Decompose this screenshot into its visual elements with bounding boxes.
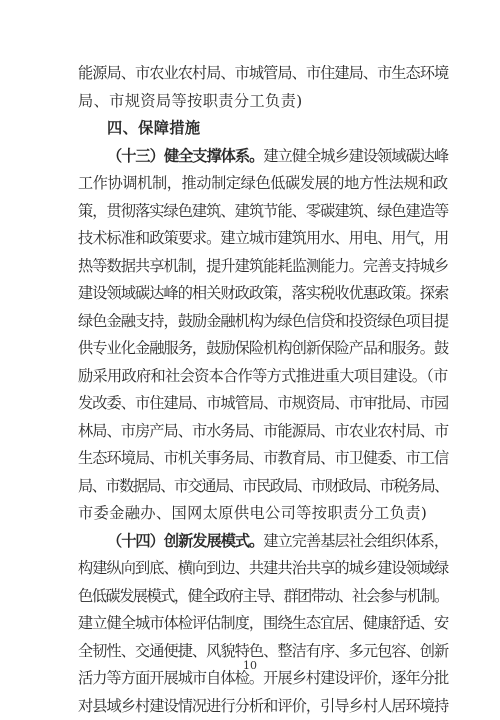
text-line: 建设领域碳达峰的相关财政政策，落实税收优惠政策。探索 [78,280,442,308]
text-line: 技术标准和政策要求。建立城市建筑用水、用电、用气，用 [78,225,442,253]
text-line: 生态环境局、市机关事务局、市教育局、市卫健委、市工信 [78,445,442,473]
text-line: 活力等方面开展城市自体检。开展乡村建设评价，逐年分批 [78,665,442,693]
text-line: 热等数据共享机制，提升建筑能耗监测能力。完善支持城乡 [78,253,442,281]
text-line: 构建纵向到底、横向到边、共建共治共享的城乡建设领域绿 [78,555,442,583]
text-line: 工作协调机制，推动制定绿色低碳发展的地方性法规和政 [78,170,442,198]
page-number: 10 [0,659,500,672]
section-heading: 四、保障措施 [78,115,442,143]
paragraph-14-label: （十四）创新发展模式。 [107,532,263,550]
text-line: 林局、市房产局、市水务局、市能源局、市农业农村局、市 [78,418,442,446]
paragraph-13-label: （十三）健全支撑体系。 [107,147,263,165]
text-line: 励采用政府和社会资本合作等方式推进重大项目建设。（市 [78,363,442,391]
text-line: 供专业化金融服务，鼓励保险机构创新保险产品和服务。鼓 [78,335,442,363]
text-line: 建立健全城市体检评估制度，围绕生态宜居、健康舒适、安 [78,610,442,638]
paragraph-13-first-rest: 建立健全城乡建设领域碳达峰 [263,147,448,165]
paragraph-14-first-rest: 建立完善基层社会组织体系， [263,532,448,550]
text-line: 能源局、市农业农村局、市城管局、市住建局、市生态环境 [78,60,442,88]
text-line: 发改委、市住建局、市城管局、市规资局、市审批局、市园 [78,390,442,418]
text-line: 局、市规资局等按职责分工负责) [78,88,442,116]
document-body [78,60,442,720]
text-line: 对县域乡村建设情况进行分析和评价，引导乡村人居环境持 [78,693,442,720]
text-line: 局、市数据局、市交通局、市民政局、市财政局、市税务局、 [78,473,442,501]
paragraph-13-first-line [78,143,442,171]
paragraph-14-first-line [78,528,442,556]
text-line: 全韧性、交通便捷、风貌特色、整洁有序、多元包容、创新 [78,638,442,666]
text-line: 市委金融办、国网太原供电公司等按职责分工负责) [78,500,442,528]
text-line: 绿色金融支持，鼓励金融机构为绿色信贷和投资绿色项目提 [78,308,442,336]
text-line: 色低碳发展模式，健全政府主导、群团带动、社会参与机制。 [78,583,442,611]
text-line: 策，贯彻落实绿色建筑、建筑节能、零碳建筑、绿色建造等 [78,198,442,226]
